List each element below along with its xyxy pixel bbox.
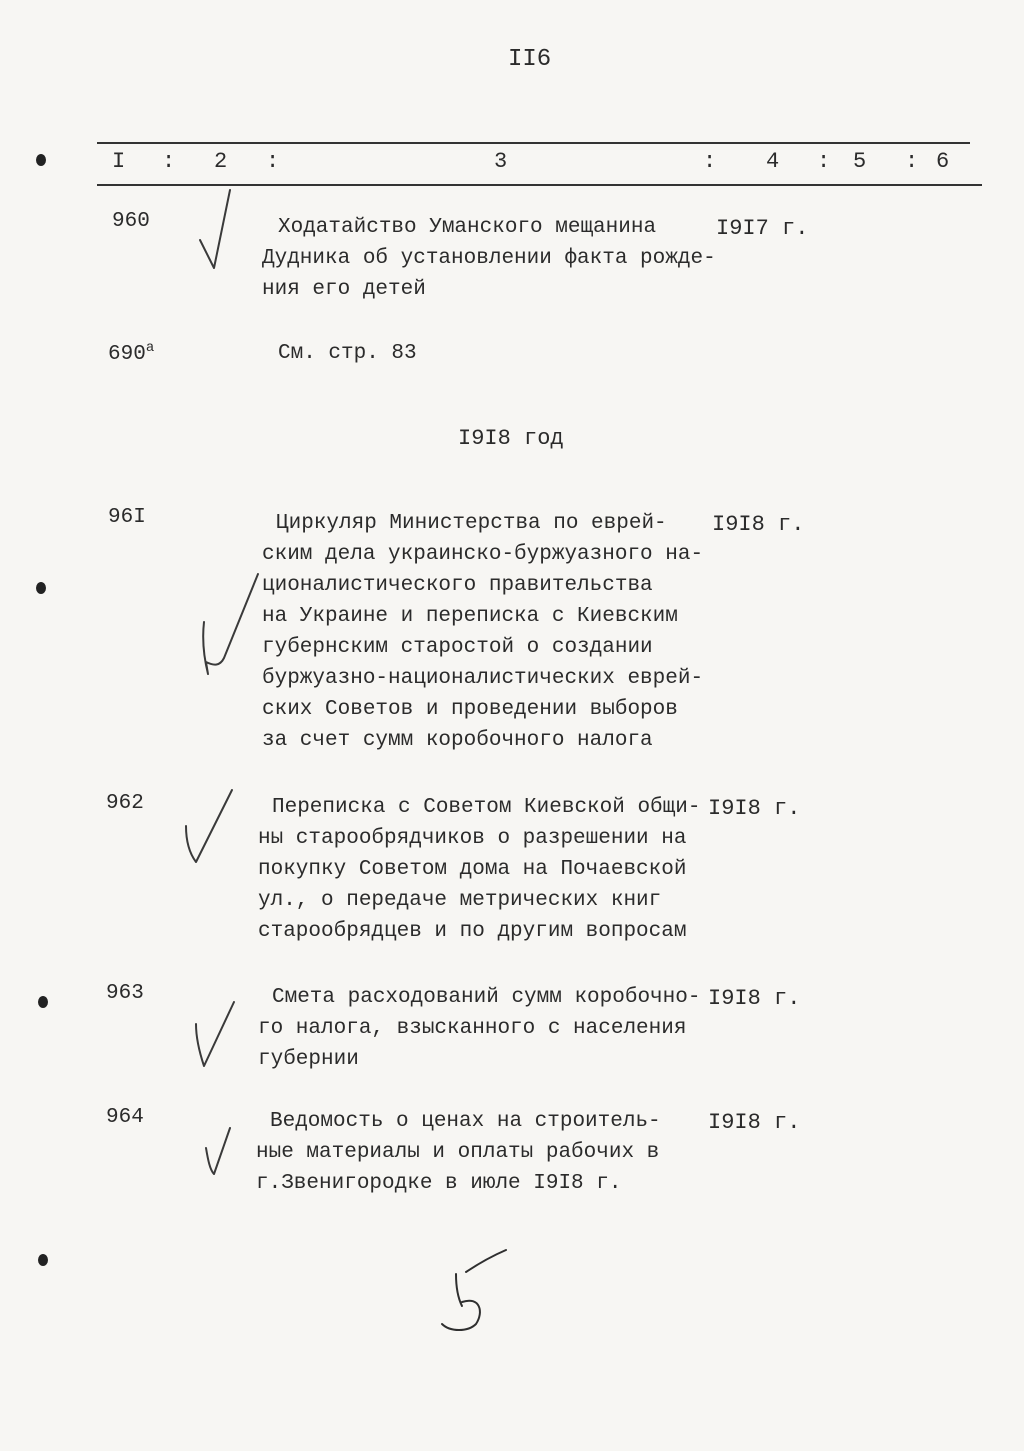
entry-number-suffix: а — [145, 340, 155, 356]
check-mark-icon — [200, 1124, 240, 1183]
entry-description — [256, 1106, 661, 1199]
description-line: ния его детей — [262, 278, 426, 301]
description-line: г.Звенигородке в июле I9I8 г. — [256, 1172, 622, 1195]
description-line: губернским старостой о создании — [262, 636, 653, 659]
column-separator: : — [905, 149, 919, 174]
description-line: буржуазно-националистических еврей- — [262, 667, 704, 690]
punch-hole-icon — [38, 1254, 48, 1266]
entry-description — [262, 508, 703, 756]
entry-number: 964 — [106, 1106, 144, 1129]
description-line: См. стр. 83 — [278, 342, 417, 365]
handwritten-folio-number-icon — [432, 1246, 516, 1341]
description-line: Ходатайство Уманского мещанина — [278, 216, 657, 239]
entry-number: 960 — [112, 210, 150, 233]
entry-year: I9I8 г. — [708, 986, 801, 1011]
entry-year: I9I8 г. — [708, 1110, 801, 1135]
description-line: на Украине и переписка с Киевским — [262, 605, 678, 628]
description-line: покупку Советом дома на Почаевской — [258, 858, 687, 881]
entry-year: I9I8 г. — [712, 512, 805, 537]
entry-description — [262, 212, 716, 305]
description-line: Переписка с Советом Киевской общи- — [272, 796, 701, 819]
description-line: Смета расходований сумм коробочно- — [272, 986, 701, 1009]
description-line: ны старообрядчиков о разрешении на — [258, 827, 687, 850]
description-line: ул., о передаче метрических книг — [258, 889, 662, 912]
column-header-2: 2 — [214, 149, 228, 174]
column-header-3: 3 — [494, 149, 508, 174]
description-line: го налога, взысканного с населения — [258, 1017, 687, 1040]
column-separator: : — [266, 149, 280, 174]
punch-hole-icon — [36, 154, 46, 166]
description-line: ских Советов и проведении выборов — [262, 698, 678, 721]
page-number: II6 — [508, 46, 552, 73]
header-rule-top — [97, 142, 970, 144]
description-line: Дудника об установлении факта рожде- — [262, 247, 716, 270]
description-line: Циркуляр Министерства по еврей- — [276, 512, 667, 535]
entry-description — [258, 792, 700, 947]
check-mark-icon — [196, 186, 246, 277]
entry-year: I9I8 г. — [708, 796, 801, 821]
entry-number: 962 — [106, 792, 144, 815]
entry-number — [108, 340, 154, 366]
entry-number: 96I — [108, 506, 146, 529]
column-separator: : — [162, 149, 176, 174]
description-line: Ведомость о ценах на строитель- — [270, 1110, 661, 1133]
check-mark-icon — [180, 786, 240, 871]
punch-hole-icon — [36, 582, 46, 594]
column-separator: : — [817, 149, 831, 174]
entry-description — [278, 338, 417, 369]
entry-year: I9I7 г. — [716, 216, 809, 241]
description-line: старообрядцев и по другим вопросам — [258, 920, 687, 943]
column-separator: : — [703, 149, 717, 174]
column-header-1: I — [112, 149, 126, 174]
punch-hole-icon — [38, 996, 48, 1008]
check-mark-icon — [190, 998, 240, 1075]
description-line: ским дела украинско-буржуазного на- — [262, 543, 704, 566]
column-header-5: 5 — [853, 149, 867, 174]
description-line: за счет сумм коробочного налога — [262, 729, 653, 752]
check-mark-icon — [196, 570, 266, 681]
column-header-4: 4 — [766, 149, 780, 174]
column-header-6: 6 — [936, 149, 950, 174]
entry-number: 963 — [106, 982, 144, 1005]
entry-description — [258, 982, 700, 1075]
entry-number-main: 690 — [108, 343, 146, 366]
description-line: ционалистического правительства — [262, 574, 653, 597]
description-line: ные материалы и оплаты рабочих в — [256, 1141, 660, 1164]
description-line: губернии — [258, 1048, 359, 1071]
section-title: I9I8 год — [458, 426, 564, 451]
